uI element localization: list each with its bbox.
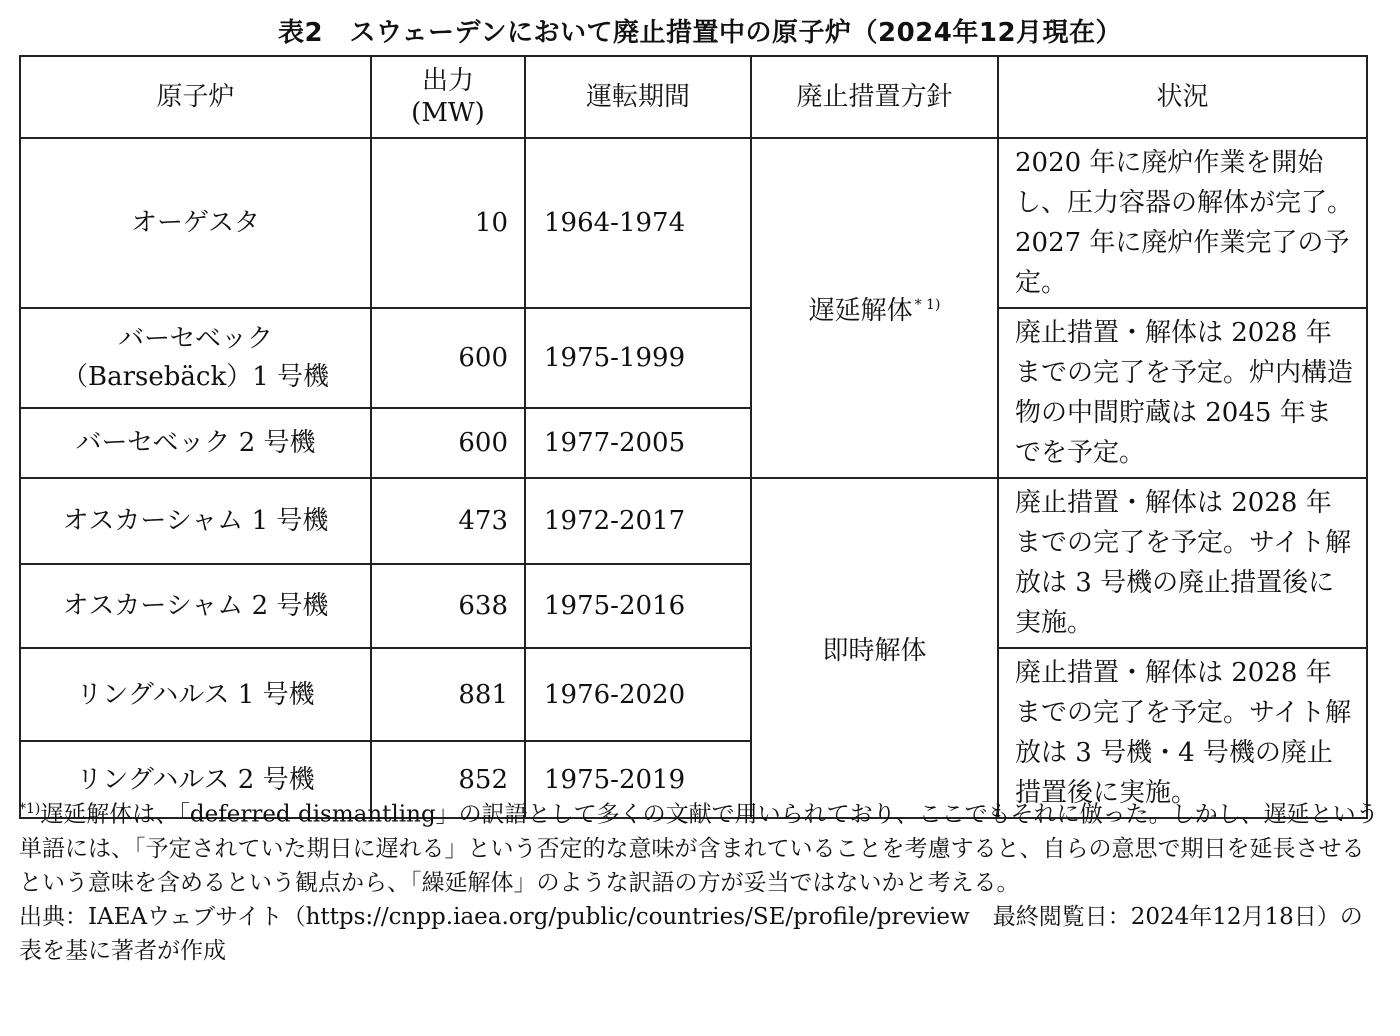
reactor-period: 1975-2019	[525, 741, 751, 818]
policy-immediate: 即時解体	[751, 478, 998, 818]
reactor-table	[19, 55, 1368, 819]
policy-deferred	[751, 138, 998, 478]
reactor-name: オスカーシャム 2 号機	[20, 564, 371, 648]
reactor-period: 1975-1999	[525, 308, 751, 408]
reactor-power: 600	[371, 308, 525, 408]
reactor-name: リングハルス 1 号機	[20, 648, 371, 741]
table-row	[20, 138, 1367, 308]
source-note: 出典：IAEAウェブサイト（https://cnpp.iaea.org/public/countries/SE/profile/preview 最終閲覧日：2024年12月18日）の表を基に著者が作成	[19, 903, 1363, 964]
table-row	[20, 308, 1367, 408]
reactor-name: オーゲスタ	[20, 138, 371, 308]
status-cell: 廃止措置・解体は 2028 年までの完了を予定。サイト解放は 3 号機の廃止措置後に実施。	[998, 478, 1367, 648]
footnote-mark: *1)	[19, 801, 41, 817]
policy-deferred-label: 遅延解体	[808, 295, 913, 326]
reactor-power: 881	[371, 648, 525, 741]
table-row	[20, 478, 1367, 564]
reactor-power: 852	[371, 741, 525, 818]
reactor-power: 638	[371, 564, 525, 648]
reactor-period: 1975-2016	[525, 564, 751, 648]
notes	[19, 792, 1379, 968]
table-header-row	[20, 56, 1367, 138]
reactor-period: 1976-2020	[525, 648, 751, 741]
header-reactor: 原子炉	[20, 56, 371, 138]
footnote	[19, 792, 1379, 900]
header-power-label: 出力	[421, 66, 474, 96]
header-policy: 廃止措置方針	[751, 56, 998, 138]
reactor-name: リングハルス 2 号機	[20, 741, 371, 818]
reactor-name: オスカーシャム 1 号機	[20, 478, 371, 564]
reactor-period: 1964-1974	[525, 138, 751, 308]
header-period: 運転期間	[525, 56, 751, 138]
reactor-power: 10	[371, 138, 525, 308]
reactor-name-line2: （Barsebäck）1 号機	[61, 362, 330, 393]
status-cell: 2020 年に廃炉作業を開始し、圧力容器の解体が完了。2027 年に廃炉作業完了の予定。	[998, 138, 1367, 308]
header-status: 状況	[998, 56, 1367, 138]
status-cell: 廃止措置・解体は 2028 年までの完了を予定。サイト解放は 3 号機・4 号機の廃止措置後に実施。	[998, 648, 1367, 818]
reactor-power: 473	[371, 478, 525, 564]
reactor-period: 1972-2017	[525, 478, 751, 564]
header-power	[371, 56, 525, 138]
reactor-name: バーセベック 2 号機	[20, 408, 371, 478]
reactor-power: 600	[371, 408, 525, 478]
reactor-name-line1: バーセベック	[118, 324, 273, 355]
table-row	[20, 648, 1367, 741]
reactor-period: 1977-2005	[525, 408, 751, 478]
footnote-ref: * 1)	[914, 296, 941, 313]
table-title: 表2 スウェーデンにおいて廃止措置中の原子炉（2024年12月現在）	[277, 18, 1123, 48]
status-cell: 廃止措置・解体は 2028 年までの完了を予定。炉内構造物の中間貯蔵は 2045 年までを予定。	[998, 308, 1367, 478]
header-power-unit: (MW)	[411, 98, 485, 128]
reactor-name	[20, 308, 371, 408]
footnote-text: 遅延解体は、「deferred dismantling」の訳語として多くの文献で用いられており、ここでもそれに倣った。しかし、遅延という単語には、「予定されていた期日に遅れる」という否定的な意味が含まれていることを考慮すると、自らの意思で期日を延長させるという意味を含めるという観点から、「繰延解体」のような訳語の方が妥当ではないかと考える。	[19, 801, 1379, 896]
